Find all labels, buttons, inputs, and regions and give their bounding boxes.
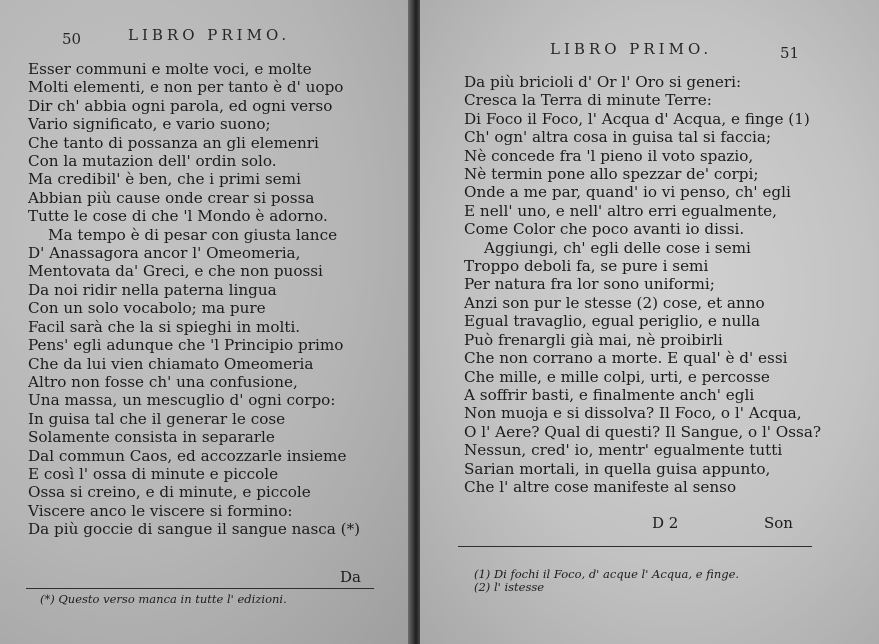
verse-line: D' Anassagora ancor l' Omeomeria,	[28, 244, 301, 263]
verse-line: Che l' altre cose manifeste al senso	[464, 477, 737, 496]
verse-line: In guisa tal che il generar le cose	[28, 409, 286, 428]
verse-line: Cresca la Terra di minute Terre:	[464, 91, 712, 110]
verse-line: Ch' ogn' altra cosa in guisa tal si faccia;	[464, 128, 772, 147]
signature-mark: D 2	[652, 514, 679, 532]
verse-line: Solamente consista in separarle	[28, 428, 275, 447]
footnote-left: (*) Questo verso manca in tutte l' edizioni.	[40, 592, 287, 606]
catchword-right: Son	[764, 514, 793, 532]
verse-line: Sarian mortali, in quella guisa appunto,	[464, 459, 771, 478]
verse-line: Ma tempo è di pesar con giusta lance	[48, 225, 338, 244]
verse-line: Da noi ridir nella paterna lingua	[28, 280, 277, 299]
verse-line: Dal commun Caos, ed accozzarle insieme	[28, 446, 347, 465]
footnote-rule-right	[458, 546, 812, 547]
verse-line: Non muoja e si dissolva? Il Foco, o l' Acqua,	[464, 404, 802, 423]
verse-line: Pens' egli adunque che 'l Principio primo	[28, 336, 344, 355]
verse-line: Che non corrano a morte. E qual' è d' essi	[464, 349, 788, 368]
verse-line: Tutte le cose di che 'l Mondo è adorno.	[28, 207, 328, 226]
verse-line: Anzi son pur le stesse (2) cose, et anno	[464, 293, 765, 312]
right-page	[420, 0, 879, 644]
verse-line: Viscere anco le viscere si formino:	[28, 501, 293, 520]
catchword-left: Da	[340, 568, 361, 586]
verse-line: Da più goccie di sangue il sangue nasca (*)	[28, 520, 361, 539]
verse-line: Una massa, un mescuglio d' ogni corpo:	[28, 391, 336, 410]
verse-line: Egual travaglio, egual periglio, e nulla	[464, 312, 761, 331]
footnote-rule-left	[26, 588, 374, 589]
verse-line: A soffrir basti, e finalmente anch' egli	[464, 385, 755, 404]
verse-line: Nè termin pone allo spezzar de' corpi;	[464, 165, 759, 184]
verse-line: O l' Aere? Qual di questi? Il Sangue, o l' Ossa?	[464, 422, 822, 441]
verse-lines-left	[28, 60, 360, 539]
verse-line: Vario significato, e vario suono;	[28, 115, 271, 134]
running-header-left: LIBRO PRIMO.	[128, 26, 291, 44]
verse-line: Aggiungi, ch' egli delle cose i semi	[484, 238, 751, 257]
verse-lines-right	[464, 73, 821, 496]
verse-line: Da più bricioli d' Or l' Oro si generi:	[464, 73, 742, 91]
verse-line: Altro non fosse ch' una confusione,	[28, 372, 298, 391]
verse-line: Onde a me par, quand' io vi penso, ch' egli	[464, 183, 791, 202]
verse-line: Per natura fra lor sono uniformi;	[464, 275, 715, 294]
footnotes-right	[474, 568, 739, 594]
page-number-right: 51	[780, 44, 800, 62]
verse-line: E così l' ossa di minute e piccole	[28, 464, 279, 483]
verse-line: Troppo deboli fa, se pure i semi	[464, 257, 709, 276]
verse-line: Con un solo vocabolo; ma pure	[28, 299, 266, 318]
verse-line: Che tanto di possanza an gli elemenri	[28, 133, 319, 152]
verse-line: Esser communi e molte voci, e molte	[28, 60, 312, 78]
left-page	[0, 0, 412, 644]
verse-line: Nè concede fra 'l pieno il voto spazio,	[464, 146, 754, 165]
verse-line: Mentovata da' Greci, e che non puossi	[28, 262, 323, 281]
running-header-right: LIBRO PRIMO.	[550, 40, 713, 58]
verse-line: Che mille, e mille colpi, urti, e percosse	[464, 367, 770, 386]
verse-line: Può frenargli già mai, nè proibirli	[464, 330, 723, 349]
footnote-right: (1) Di fochi il Foco, d' acque l' Acqua, e finge.	[474, 567, 740, 581]
verse-line: E nell' uno, e nell' altro erri egualmente,	[464, 201, 777, 220]
verse-line: Nessun, cred' io, mentr' egualmente tutti	[464, 441, 783, 460]
verse-line: Con la mutazion dell' ordin solo.	[28, 152, 277, 171]
verse-line: Di Foco il Foco, l' Acqua d' Acqua, e finge (1)	[464, 109, 810, 128]
verse-line: Che da lui vien chiamato Omeomeria	[28, 354, 314, 373]
verse-line: Ossa si creino, e di minute, e piccole	[28, 483, 311, 502]
page-number-left: 50	[62, 30, 82, 48]
footnote-right: (2) l' istesse	[474, 580, 545, 594]
verse-line: Abbian più cause onde crear si possa	[28, 188, 315, 207]
verse-line: Dir ch' abbia ogni parola, ed ogni verso	[28, 96, 333, 115]
verse-line: Molti elementi, e non per tanto è d' uopo	[28, 78, 344, 97]
verse-line: Facil sarà che la si spieghi in molti.	[28, 317, 301, 336]
verse-line: Come Color che poco avanti io dissi.	[464, 220, 745, 239]
verse-line: Ma credibil' è ben, che i primi semi	[28, 170, 301, 189]
